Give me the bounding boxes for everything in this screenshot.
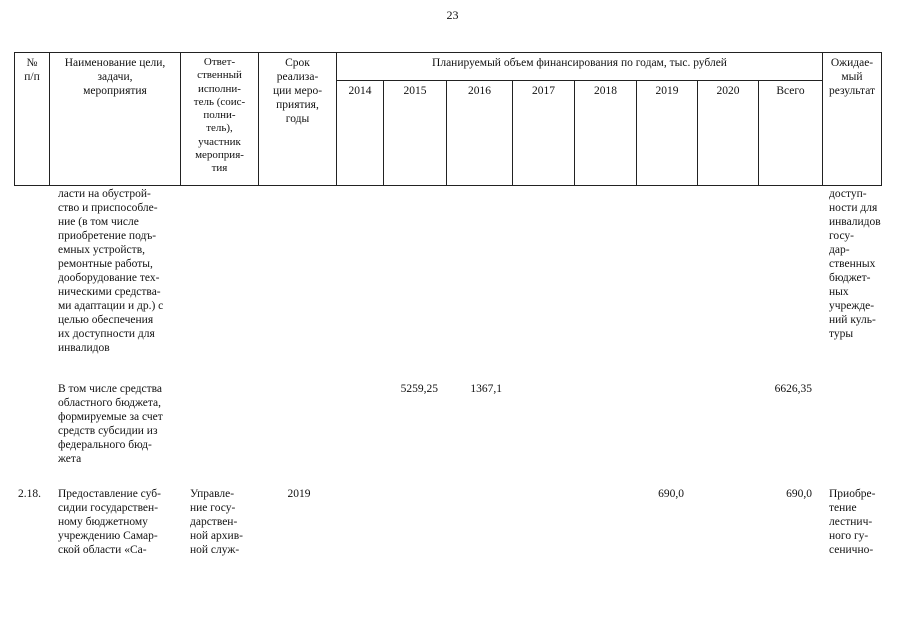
row-result: Приобре- тение лестнич- ного гу- сенично- <box>829 488 876 556</box>
year-header-total: Всего <box>776 85 805 97</box>
year-header: 2018 <box>594 85 617 97</box>
row-name: ласти на обустрой- ство и приспособле- ние (в том числе приобретение подъ- емных устройств, ремонтные работы, дооборудование тех- ническими средства- ми адаптации и др.) с целью обеспечения их доступности для инвалидов <box>58 188 164 354</box>
year-header: 2014 <box>348 85 372 97</box>
year-header: 2020 <box>716 85 740 97</box>
header-name: Наименование цели, задачи, мероприятия <box>64 57 166 97</box>
year-header: 2016 <box>468 85 491 97</box>
row-value-2015: 5259,25 <box>400 383 438 395</box>
row-value-total: 6626,35 <box>774 383 812 395</box>
header-num: № п/п <box>24 57 40 83</box>
row-term: 2019 <box>287 488 311 500</box>
page-number: 23 <box>446 8 459 22</box>
row-name: Предоставление суб- сидии государствен- ному бюджетному учреждению Самар- ской области «Са- <box>58 488 161 556</box>
row-result: доступ- ности для инвалидов госу- дар- ственных бюджет- ных учрежде- ний куль- туры <box>829 188 881 340</box>
header-responsible: Ответ- ственный исполни- тель (соис- полни- тель), участник мероприя- тия <box>193 56 246 175</box>
row-value-2019: 690,0 <box>658 488 684 500</box>
year-header: 2017 <box>532 85 555 97</box>
year-header: 2019 <box>655 85 679 97</box>
header-result: Ожидае- мый результат <box>828 57 876 97</box>
row-value-2016: 1367,1 <box>470 383 502 395</box>
row-num: 2.18. <box>18 488 41 500</box>
header-term: Срок реализа- ции меро- приятия, годы <box>272 57 323 125</box>
row-name: В том числе средства областного бюджета, формируемые за счет средств субсидии из федерального бюд- жета <box>58 383 163 465</box>
header-funding: Планируемый объем финансирования по годам, тыс. рублей <box>432 57 727 69</box>
year-header: 2015 <box>403 85 427 97</box>
row-responsible: Управле- ние госу- дарствен- ной архив- ной служ- <box>190 488 243 556</box>
row-value-total: 690,0 <box>786 488 812 500</box>
